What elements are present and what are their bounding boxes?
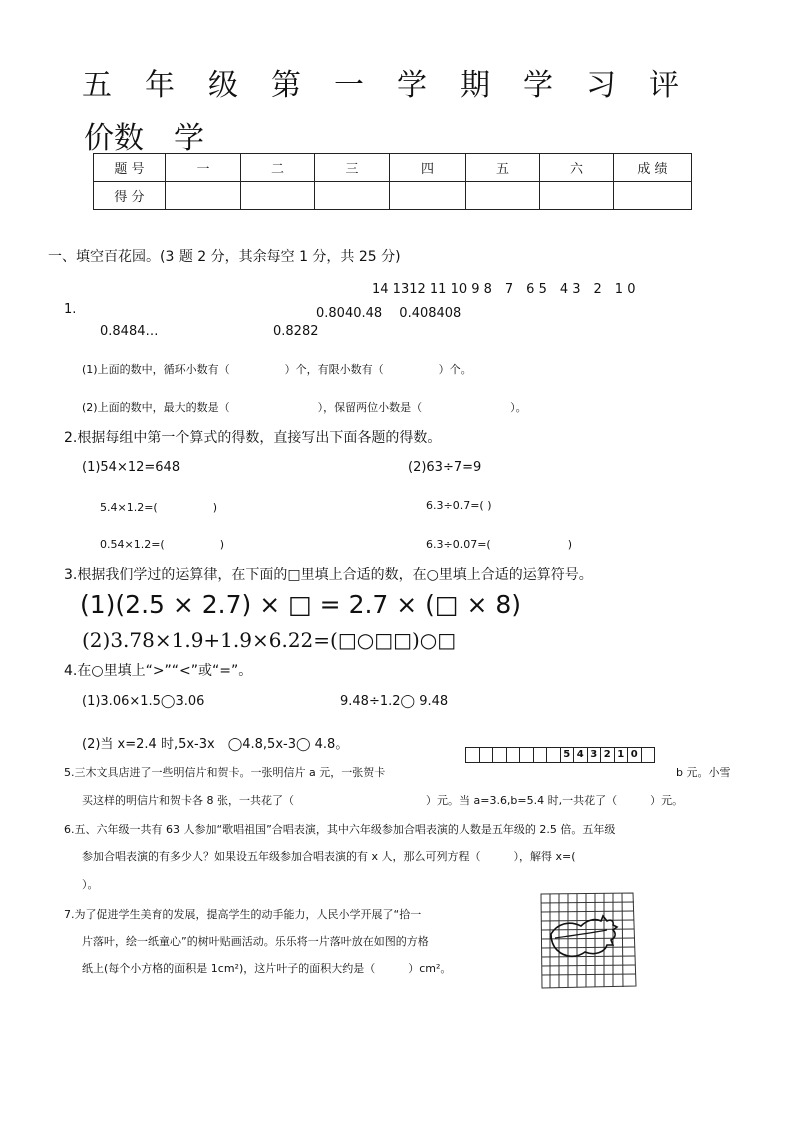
section-heading: 一、填空百花园。(3 题 2 分，其余每空 1 分，共 25 分) bbox=[48, 249, 401, 265]
q6-line2: 参加合唱表演的有多少人？如果设五年级参加合唱表演的有 x 人，那么可列方程（ ），解得 x=( bbox=[82, 850, 576, 863]
ruler-cell bbox=[533, 747, 548, 763]
score-cell[interactable] bbox=[614, 182, 692, 210]
score-cell[interactable] bbox=[540, 182, 614, 210]
grid-lines bbox=[541, 893, 636, 988]
title-char: 学 bbox=[523, 68, 553, 103]
ruler-cell bbox=[546, 747, 561, 763]
score-cell[interactable] bbox=[241, 182, 315, 210]
table-cell: 题 号 bbox=[94, 154, 166, 182]
question-number: 1. bbox=[64, 302, 77, 317]
leaf-icon bbox=[551, 916, 617, 956]
ruler-cell bbox=[641, 747, 656, 763]
number-scale: 14 1312 11 10 9 8 7 6 5 4 3 2 1 0 bbox=[372, 282, 636, 297]
ruler-cell bbox=[479, 747, 494, 763]
ruler-strip bbox=[466, 747, 655, 763]
table-cell: 五 bbox=[466, 154, 540, 182]
q5-line1-a: 5.三木文具店进了一些明信片和贺卡。一张明信片 a 元，一张贺卡 bbox=[64, 766, 386, 779]
q3-line2: (2)3.78×1.9+1.9×6.22=(□○□□)○□ bbox=[82, 628, 457, 652]
q1-numbers-line1: 0.8040.48 0.408408 bbox=[316, 306, 462, 321]
title-char: 年 bbox=[145, 68, 175, 103]
q2-right-b: 6.3÷0.07=( ) bbox=[426, 538, 573, 551]
table-cell: 得 分 bbox=[94, 182, 166, 210]
q3-text: 3.根据我们学过的运算律，在下面的□里填上合适的数，在○里填上合适的运算符号。 bbox=[64, 567, 593, 583]
q5-line1-b: b 元。小雪 bbox=[676, 766, 731, 779]
table-cell: 三 bbox=[315, 154, 390, 182]
q2-text: 2.根据每组中第一个算式的得数，直接写出下面各题的得数。 bbox=[64, 430, 442, 446]
q1-number-a: 0.8484… bbox=[100, 324, 159, 339]
title-char: 学 bbox=[397, 68, 427, 103]
q1-sub2: (2)上面的数中，最大的数是（ ），保留两位小数是（ ）。 bbox=[82, 401, 527, 414]
q4-line2: (2)当 x=2.4 时,5x-3x ◯4.8,5x-3◯ 4.8。 bbox=[82, 737, 349, 752]
q1-sub1: (1)上面的数中，循环小数有（ ）个，有限小数有（ ）个。 bbox=[82, 363, 472, 376]
ruler-cell: 3 bbox=[587, 747, 602, 763]
q3-line1: (1)(2.5 × 2.7) × □ = 2.7 × (□ × 8) bbox=[80, 590, 522, 619]
ruler-cell bbox=[492, 747, 507, 763]
title-char: 期 bbox=[460, 68, 490, 103]
table-cell: 二 bbox=[241, 154, 315, 182]
score-table bbox=[93, 153, 692, 210]
table-row bbox=[94, 182, 692, 210]
title-char: 级 bbox=[208, 68, 238, 103]
score-cell[interactable] bbox=[390, 182, 466, 210]
score-cell[interactable] bbox=[466, 182, 540, 210]
q2-left-head: (1)54×12=648 bbox=[82, 460, 181, 475]
table-row bbox=[94, 154, 692, 182]
q1-number-b: 0.8282 bbox=[273, 324, 319, 339]
q4-line1-a: (1)3.06×1.5◯3.06 bbox=[82, 694, 205, 709]
q7-line2: 片落叶，绘一纸童心”的树叶贴画活动。乐乐将一片落叶放在如图的方格 bbox=[82, 935, 429, 948]
q6-line1: 6.五、六年级一共有 63 人参加“歌唱祖国”合唱表演，其中六年级参加合唱表演的人数是五年级的 2.5 倍。五年级 bbox=[64, 823, 616, 836]
q4-line1-b: 9.48÷1.2◯ 9.48 bbox=[340, 694, 449, 709]
page-title-line2: 价数 学 bbox=[84, 121, 204, 156]
table-cell: 六 bbox=[540, 154, 614, 182]
title-char: 习 bbox=[586, 68, 616, 103]
leaf-grid-figure bbox=[537, 890, 641, 992]
title-char: 第 bbox=[271, 68, 301, 103]
table-cell: 四 bbox=[390, 154, 466, 182]
score-cell[interactable] bbox=[166, 182, 241, 210]
q7-line3: 纸上(每个小方格的面积是 1cm²)，这片叶子的面积大约是（ ）cm²。 bbox=[82, 962, 452, 975]
ruler-cell: 1 bbox=[614, 747, 629, 763]
q5-line2: 买这样的明信片和贺卡各 8 张，一共花了（ ）元。当 a=3.6,b=5.4 时,一共花了（ ）元。 bbox=[82, 794, 684, 807]
q2-right-a: 6.3÷0.7=( ) bbox=[426, 499, 492, 512]
table-cell: 成 绩 bbox=[614, 154, 692, 182]
ruler-cell: 2 bbox=[600, 747, 615, 763]
title-char: 一 bbox=[334, 68, 364, 103]
page-title-line1 bbox=[82, 60, 712, 104]
q4-text: 4.在○里填上“>”“<”或“=”。 bbox=[64, 663, 253, 679]
q2-left-b: 0.54×1.2=( ) bbox=[100, 538, 225, 551]
ruler-cell: 0 bbox=[627, 747, 642, 763]
ruler-cell bbox=[506, 747, 521, 763]
q7-line1: 7.为了促进学生美育的发展，提高学生的动手能力，人民小学开展了“拾一 bbox=[64, 908, 422, 921]
score-cell[interactable] bbox=[315, 182, 390, 210]
q6-line3: ）。 bbox=[82, 878, 99, 891]
title-char: 五 bbox=[82, 68, 112, 103]
q2-right-head: (2)63÷7=9 bbox=[408, 460, 482, 475]
ruler-cell: 5 bbox=[560, 747, 575, 763]
ruler-cell: 4 bbox=[573, 747, 588, 763]
ruler-cell bbox=[519, 747, 534, 763]
q2-left-a: 5.4×1.2=( ) bbox=[100, 501, 218, 514]
ruler-cell bbox=[465, 747, 480, 763]
title-char: 评 bbox=[649, 68, 679, 103]
table-cell: 一 bbox=[166, 154, 241, 182]
